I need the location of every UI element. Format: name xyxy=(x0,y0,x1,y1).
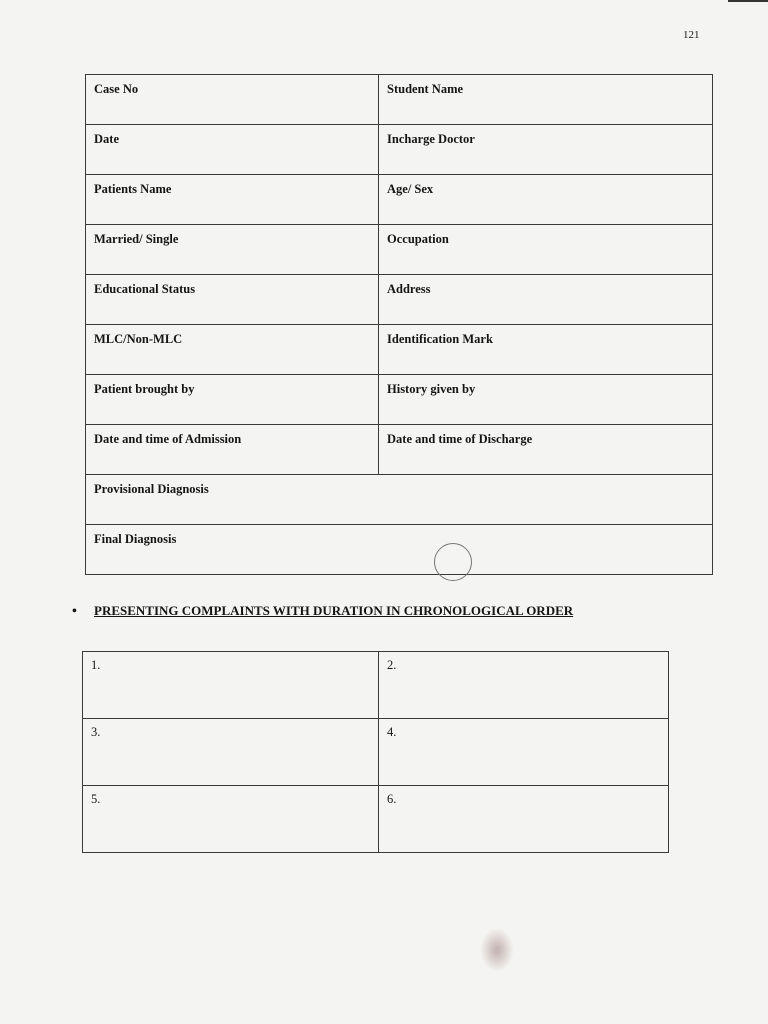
field-final-diagnosis[interactable]: Final Diagnosis xyxy=(86,525,713,575)
field-history-given-by[interactable]: History given by xyxy=(379,375,713,425)
table-row xyxy=(83,652,669,719)
complaint-cell-2[interactable]: 2. xyxy=(379,652,669,719)
complaints-table xyxy=(82,651,669,853)
page-number: 121 xyxy=(683,29,700,41)
field-occupation[interactable]: Occupation xyxy=(379,225,713,275)
complaint-cell-6[interactable]: 6. xyxy=(379,786,669,853)
field-patient-brought-by[interactable]: Patient brought by xyxy=(86,375,379,425)
table-row xyxy=(86,375,713,425)
table-row xyxy=(86,225,713,275)
scan-edge-mark xyxy=(728,0,768,2)
table-row xyxy=(86,125,713,175)
field-address[interactable]: Address xyxy=(379,275,713,325)
complaint-cell-5[interactable]: 5. xyxy=(83,786,379,853)
field-student-name[interactable]: Student Name xyxy=(379,75,713,125)
table-row xyxy=(83,719,669,786)
field-admission-datetime[interactable]: Date and time of Admission xyxy=(86,425,379,475)
bullet-icon: • xyxy=(72,604,77,619)
field-provisional-diagnosis[interactable]: Provisional Diagnosis xyxy=(86,475,713,525)
table-row xyxy=(86,525,713,575)
complaint-cell-3[interactable]: 3. xyxy=(83,719,379,786)
circle-stamp-mark xyxy=(434,543,472,581)
scan-smudge xyxy=(480,928,514,972)
field-discharge-datetime[interactable]: Date and time of Discharge xyxy=(379,425,713,475)
field-age-sex[interactable]: Age/ Sex xyxy=(379,175,713,225)
field-educational-status[interactable]: Educational Status xyxy=(86,275,379,325)
patient-info-table xyxy=(85,74,713,575)
field-identification-mark[interactable]: Identification Mark xyxy=(379,325,713,375)
table-row xyxy=(86,75,713,125)
table-row xyxy=(86,325,713,375)
table-row xyxy=(83,786,669,853)
table-row xyxy=(86,175,713,225)
field-case-no[interactable]: Case No xyxy=(86,75,379,125)
field-incharge-doctor[interactable]: Incharge Doctor xyxy=(379,125,713,175)
field-mlc[interactable]: MLC/Non-MLC xyxy=(86,325,379,375)
table-row xyxy=(86,275,713,325)
field-date[interactable]: Date xyxy=(86,125,379,175)
complaint-cell-4[interactable]: 4. xyxy=(379,719,669,786)
table-row xyxy=(86,425,713,475)
complaints-heading xyxy=(72,603,692,620)
field-patients-name[interactable]: Patients Name xyxy=(86,175,379,225)
table-row xyxy=(86,475,713,525)
complaints-heading-text: PRESENTING COMPLAINTS WITH DURATION IN CHRONOLOGICAL ORDER xyxy=(94,603,574,618)
complaint-cell-1[interactable]: 1. xyxy=(83,652,379,719)
field-marital-status[interactable]: Married/ Single xyxy=(86,225,379,275)
